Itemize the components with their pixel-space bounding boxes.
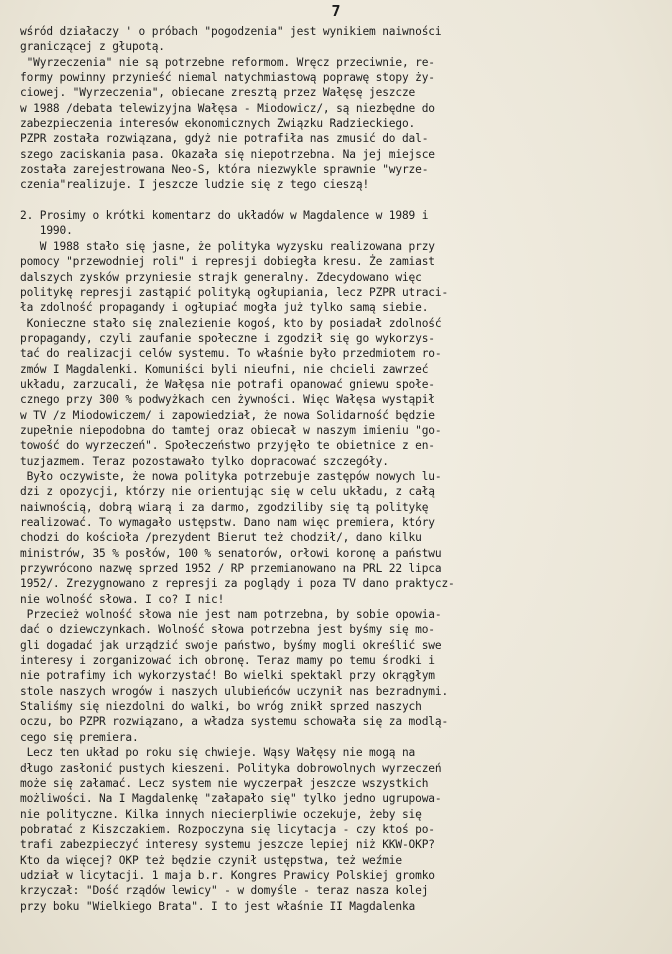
text-line: długo zasłonić pustych kieszeni. Polityka dobrowolnych wyrzeczeń [20,761,442,775]
text-line: 1952/. Zrezygnowano z represji za poglądy i poza TV dano praktycz- [20,577,455,591]
text-line: interesy i zorganizować ich obronę. Teraz mamy po temu środki i [20,654,435,668]
text-line: realizować. To wymagało ustępstw. Dano nam więc premiera, który [20,516,435,529]
text-line: Przecież wolność słowa nie jest nam potrzebna, by sobie opowia- [20,608,442,622]
text-line: graniczącej z głupotą. [20,40,165,54]
text-line: udział w licytacji. 1 maja b.r. Kongres Prawicy Polskiej gromko [20,868,435,882]
text-line: cznego przy 300 % podwyżkach cen żywności. Więc Wałęsa wystąpił [20,393,435,407]
text-line: zupełnie niepodobna do tamtej oraz obiecał w naszym imieniu "go- [20,423,442,437]
text-line: naiwnością, dobrą wiarą i za darmo, zgodziliby się tą politykę [20,500,429,514]
text-line: zabezpieczenia interesów ekonomicznych Związku Radzieckiego. [20,117,416,131]
text-line: W 1988 stało się jasne, że polityka wyzysku realizowana przy [20,239,435,253]
text-line: stole naszych wrogów i naszych ulubieńców uczynił nas bezradnymi. [20,684,449,698]
text-line: nie polityczne. Kilka innych niecierpliwie oczekuje, żeby się [20,807,422,821]
text-line: wśród działaczy ' o próbach "pogodzenia" jest wynikiem naiwności [20,25,442,38]
text-line: układu, zarzucali, że Wałęsa nie potrafi opanować gniewu społe- [20,377,435,391]
text-line: "Wyrzeczenia" nie są potrzebne reformom. Wręcz przeciwnie, re- [20,55,435,69]
text-line: nie wolność słowa. I co? I nic! [20,592,225,606]
text-line: 1990. [20,224,73,238]
text-line: gli dogadać jak urządzić swoje państwo, byśmy mogli określić swe [20,638,442,652]
text-line: czenia"realizuje. I jeszcze ludzie się z tego cieszą! [20,178,370,192]
text-line: cego się premiera. [20,730,139,744]
text-line: szego zaciskania pasa. Okazała się niepotrzebna. Na jej miejsce [20,147,435,161]
paragraph-gap [0,193,672,208]
text-line: 2. Prosimy o krótki komentarz do układów w Magdalence w 1989 i [20,209,429,223]
text-line: Lecz ten układ po roku się chwieje. Wąsy Wałęsy nie mogą na [20,746,416,760]
text-line: Było oczywiste, że nowa polityka potrzebuje zastępów nowych lu- [20,469,442,483]
text-line: możliwości. Na I Magdalenkę "załapało się" tylko jedno ugrupowa- [20,792,442,806]
text-line: przywrócono nazwę sprzed 1952 / RP przemianowano na PRL 22 lipca [20,562,442,576]
text-line: PZPR została rozwiązana, gdyż nie potrafiła nas zmusić do dal- [20,132,429,146]
text-line: zmów I Magdalenki. Komuniści byli nieufni, nie chcieli zawrzeć [20,362,429,376]
text-line: dać o dziewczynkach. Wolność słowa potrzebna jest byśmy się mo- [20,623,435,637]
text-line: chodzi do kościoła /prezydent Bierut też chodził/, dano kilku [20,531,422,545]
text-line: Kto da więcej? OKP też będzie czynił ustępstwa, też weźmie [20,853,402,867]
text-line: w 1988 /debata telewizyjna Wałęsa - Miodowicz/, są niezbędne do [20,101,435,115]
text-line: propagandy, czyli zaufanie społeczne i zgodził się go wykorzys- [20,331,435,345]
text-line: trafi zabezpieczyć interesy systemu jeszcze lepiej niż KKW-OKP? [20,838,435,852]
text-line: ciowej. "Wyrzeczenia", obiecane zresztą przez Wałęsę jeszcze [20,86,416,100]
text-line: oczu, bo PZPR rozwiązano, a władza systemu schowała się za modlą- [20,715,449,729]
text-line: krzyczał: "Dość rządów lewicy" - w domyśle - teraz nasza kolej [20,884,429,898]
document-body-text [0,24,672,914]
text-line: pomocy "przewodniej roli" i represji dobiegła kresu. Że zamiast [20,255,435,269]
text-line: formy powinny przynieść niemal natychmiastową poprawę stopy ży- [20,71,435,85]
text-line: może się załamać. Lecz system nie wyczerpał jeszcze wszystkich [20,776,429,790]
text-line: dzi z opozycji, którzy nie orientując się w celu układu, z całą [20,485,435,499]
text-line: została zarejestrowana Neo-S, która niezwykle sprawnie "wyrze- [20,163,429,177]
page-number: 7 [331,2,341,20]
text-line: przy boku "Wielkiego Brata". I to jest właśnie II Magdalenka [20,899,416,913]
text-line: tuzjazmem. Teraz pozostawało tylko dopracować szczegóły. [20,454,389,468]
text-line: Staliśmy się niezdolni do walki, bo wróg znikł sprzed naszych [20,700,422,714]
text-line: dalszych zysków przyniesie strajk generalny. Zdecydowano więc [20,270,422,284]
text-line: Konieczne stało się znalezienie kogoś, kto by posiadał zdolność [20,316,442,330]
text-line: w TV /z Miodowiczem/ i zapowiedział, że nowa Solidarność będzie [20,408,435,422]
text-line: politykę represji zastąpić polityką ogłupiania, lecz PZPR utraci- [20,285,449,299]
text-line: ła zdolność propagandy i ogłupiać mogła już tylko samą siebie. [20,301,429,315]
text-line: pobratać z Kiszczakiem. Rozpoczyna się licytacja - czy ktoś po- [20,822,435,836]
text-line: tać do realizacji celów systemu. To właśnie było przedmiotem ro- [20,347,442,361]
text-line: nie potrafimy ich wykorzystać! Bo wielki spektakl przy okrągłym [20,669,435,683]
text-line: ministrów, 35 % posłów, 100 % senatorów, orłowi koronę a państwu [20,546,442,560]
text-line: towość do wyrzeczeń". Społeczeństwo przyjęło te obietnice z en- [20,439,435,453]
